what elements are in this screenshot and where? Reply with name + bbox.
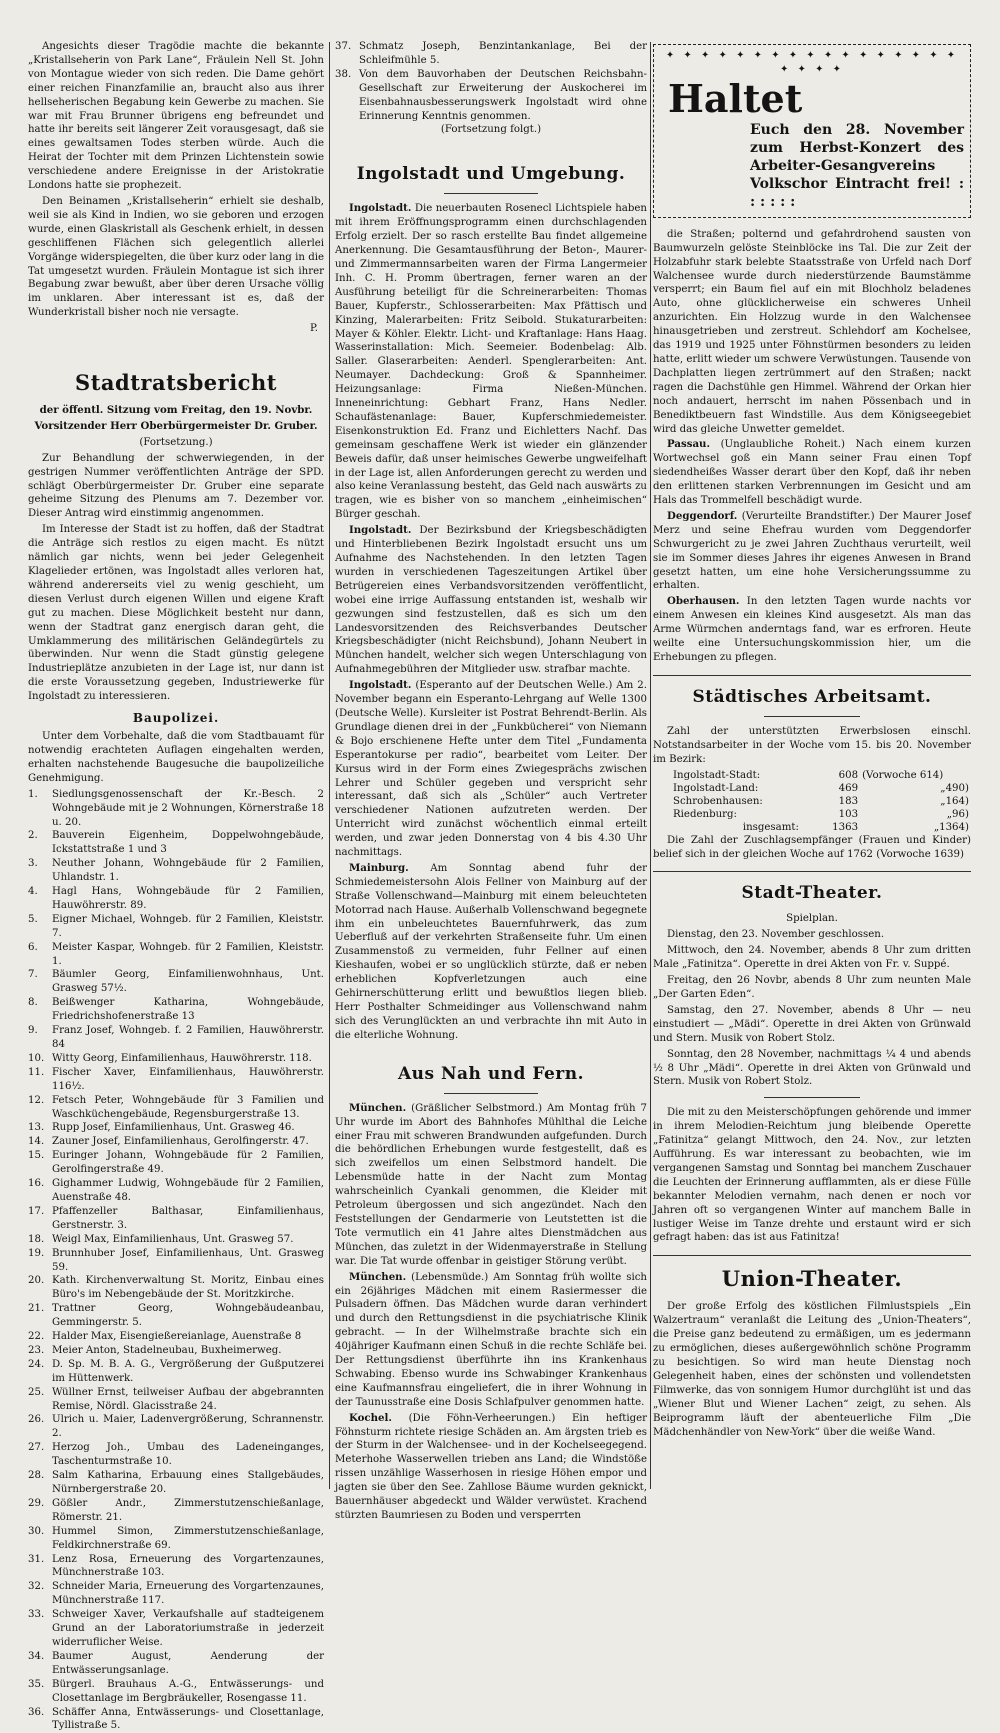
- news-item: [335, 862, 647, 1043]
- column-rule: [329, 42, 330, 1489]
- item-text: Herzog Joh., Umbau des Ladeneinganges, Taschenturmstraße 10.: [52, 1441, 324, 1469]
- article-paragraph: Den Beinamen „Kristallseherin“ erhielt sie deshalb, weil sie als Kind in Indien, wo sie geboren und erzogen wurde, einen Glaskristall als Geschenk erhielt, in dessen geschliffenen Flächen sich gelegentlich allerlei Vorgänge widerspiegelten, die über kurz oder lang in die Tat umgesetzt wurden. Fräulein Montague ist sich ihrer Begabung zwar bewußt, aber über deren Ursache völlig im unklaren. Aber interessant ist es, daß der Wunderkristall bisher noch nie versagte.: [28, 195, 324, 320]
- news-dateline: München.: [349, 1102, 406, 1114]
- news-dateline: Oberhausen.: [667, 595, 739, 607]
- list-item: [28, 857, 324, 885]
- ad-text: Euch den 28. November zum Herbst-Konzert des Arbeiter-Gesangvereins Volkschor Eintracht frei! : : : : : :: [750, 121, 964, 211]
- schedule-entry: Dienstag, den 23. November geschlossen.: [653, 928, 971, 942]
- item-text: Beißwenger Katharina, Wohngebäude, Friedrichshofenerstraße 13: [52, 996, 324, 1024]
- article-paragraph: Unter dem Vorbehalte, daß die vom Stadtbauamt für notwendig erachteten Auflagen eingehalten werden, erhalten nachstehende Baugesuche die baupolizeiliche Genehmigung.: [28, 730, 324, 786]
- item-text: Schneider Maria, Erneuerung des Vorgartenzaunes, Münchnerstraße 117.: [52, 1580, 324, 1608]
- item-number: 7.: [28, 968, 52, 996]
- item-number: 34.: [28, 1650, 52, 1678]
- section-title-union-theater: Union-Theater.: [653, 1266, 971, 1292]
- previous-week: „ 96): [860, 808, 971, 821]
- item-text: Salm Katharina, Erbauung eines Stallgebäudes, Nürnbergerstraße 20.: [52, 1469, 324, 1497]
- section-title-stadtratsbericht: Stadtratsbericht: [28, 370, 324, 396]
- item-text: Zauner Josef, Einfamilienhaus, Gerolfingerstr. 47.: [52, 1135, 324, 1149]
- section-title-arbeitsamt: Städtisches Arbeitsamt.: [653, 686, 971, 708]
- news-dateline: München.: [349, 1271, 406, 1283]
- list-item: [28, 1358, 324, 1386]
- list-item: [28, 1135, 324, 1149]
- item-text: Eigner Michael, Wohngeb. für 2 Familien, Kleiststr. 7.: [52, 913, 324, 941]
- list-item: [28, 1302, 324, 1330]
- list-item: [28, 1413, 324, 1441]
- count-value: 103: [801, 808, 860, 821]
- list-item: [28, 885, 324, 913]
- news-item: [653, 595, 971, 665]
- item-number: 16.: [28, 1177, 52, 1205]
- news-text: In den letzten Tagen wurde nachts vor einem Anwesen ein kleines Kind ausgesetzt. Als man das Arme Würmchen anderntags fand, war es erfroren. Heute weilte eine Untersuchungskommission hier, um die Erhebungen zu pflegen.: [653, 596, 971, 663]
- list-item: [28, 1497, 324, 1525]
- item-number: 4.: [28, 885, 52, 913]
- news-item: [653, 438, 971, 508]
- section-title-ingolstadt: Ingolstadt und Umgebung.: [335, 163, 647, 185]
- list-item: [28, 968, 324, 996]
- continuation-note: (Fortsetzung.): [28, 436, 324, 450]
- news-dateline: Passau.: [667, 438, 710, 450]
- news-item: [653, 510, 971, 593]
- continuation-note: (Fortsetzung folgt.): [335, 123, 647, 137]
- district-label: Ingolstadt-Stadt:: [653, 769, 801, 782]
- article-paragraph: Die mit zu den Meisterschöpfungen gehörende und immer in ihrem Melodien-Reichtum jung bleibende Operette „Fatinitza“ gelangt Mittwoch, den 24. Nov., zur letzten Aufführung. Es war interessant zu beobachten, wie im vergangenen Samstag und Sonntag bei manchem Zuschauer die Leuchten der Erinnerung aufflammten, als er diese Fülle bekannter Melodien vernahm, nach denen er noch vor Jahren oft so vergangenen Winter auf manchem Balle in lustiger Weise im Tanze drehte und erstaunt wird er sich gefragt haben: das ist aus Fatinitza!: [653, 1106, 971, 1245]
- list-item: [28, 788, 324, 830]
- schedule-entry: Freitag, den 26 Novbr, abends 8 Uhr zum neunten Male „Der Garten Eden“.: [653, 974, 971, 1002]
- item-number: 33.: [28, 1608, 52, 1650]
- news-section: [335, 1102, 647, 1523]
- news-item: [335, 1412, 647, 1523]
- item-number: 15.: [28, 1149, 52, 1177]
- schedule-entry: Samstag, den 27. November, abends 8 Uhr — neu einstudiert — „Mädi“. Operette in drei Akten von Grünwald und Stern. Musik von Robert Stolz.: [653, 1004, 971, 1046]
- list-item: [28, 1580, 324, 1608]
- divider: [653, 1255, 971, 1256]
- item-number: 9.: [28, 1024, 52, 1052]
- previous-week: „ 164): [860, 795, 971, 808]
- item-number: 26.: [28, 1413, 52, 1441]
- item-number: 18.: [28, 1233, 52, 1247]
- item-text: Trattner Georg, Wohngebäudeanbau, Gemmingerstr. 5.: [52, 1302, 324, 1330]
- news-text: (Die Föhn-Verheerungen.) Ein heftiger Föhnsturm richtete riesige Schäden an. Am ärgsten trieb es der Sturm in der Walchensee- und in der Kochelseegegend. Meterhohe Wasserwellen trieben ans Land; die Windstöße rissen unzählige Wasserhosen in riesige Höhen empor und jagten sie über den See. Zahllose Bäume wurden geknickt, Bauernhäuser abgedeckt und Wälder verwüstet. Krachend stürzten Baumriesen zu Boden und versperrten: [335, 1413, 647, 1521]
- item-number: 8.: [28, 996, 52, 1024]
- list-item: [28, 1066, 324, 1094]
- item-text: Bürgerl. Brauhaus A.-G., Entwässerungs- und Closettanlage im Bergbräukeller, Rosengasse 11.: [52, 1678, 324, 1706]
- news-text: (Verurteilte Brandstifter.) Der Maurer Josef Merz und seine Ehefrau wurden vom Deggendorfer Schwurgericht zu je zwei Jahren Zuchthaus verurteilt, weil sie im Sommer dieses Jahres ihr eigenes Anwesen in Brand gesetzt hatten, um eine hohe Versicherungssumme zu erhalten.: [653, 511, 971, 592]
- item-text: Schweiger Xaver, Verkaufshalle auf stadteigenem Grund an der Laboratoriumstraße in jederzeit widerruflicher Weise.: [52, 1608, 324, 1650]
- item-text: Ulrich u. Maier, Ladenvergrößerung, Schrannenstr. 2.: [52, 1413, 324, 1441]
- item-number: 10.: [28, 1052, 52, 1066]
- district-label: Schrobenhausen:: [653, 795, 801, 808]
- list-item: [28, 996, 324, 1024]
- item-number: 30.: [28, 1525, 52, 1553]
- item-number: 37.: [335, 40, 359, 68]
- district-label: Riedenburg:: [653, 808, 801, 821]
- list-item: [28, 1608, 324, 1650]
- article-paragraph: Der große Erfolg des köstlichen Filmlustspiels „Ein Walzertraum“ veranlaßt die Leitung des „Union-Theaters“, die Preise ganz bedeutend zu ermäßigen, um es jedermann zu ermöglichen, dieses außergewöhnlich schöne Programm zu besichtigen. So wird man heute Dienstag noch Gelegenheit haben, eines der schönsten und vollendetsten Filmwerke, das von sonnigem Humor durchglüht ist und das „Wiener Blut und Wiener Lachen“ zeigt, zu sehen. Als Beiprogramm läuft der abenteuerliche Film „Die Mädchenhändler von New-York“ über die weiße Wand.: [653, 1300, 971, 1439]
- item-text: Pfaffenzeller Balthasar, Einfamilienhaus, Gerstnerstr. 3.: [52, 1205, 324, 1233]
- building-permit-list: [28, 788, 324, 1733]
- ad-title: Haltet: [668, 77, 964, 121]
- total-prev: „ 1364): [860, 821, 971, 834]
- divider: [444, 193, 538, 194]
- list-item: [28, 1330, 324, 1344]
- list-item: [28, 1650, 324, 1678]
- item-text: Lenz Rosa, Erneuerung des Vorgartenzaunes, Münchnerstraße 103.: [52, 1553, 324, 1581]
- item-text: Rupp Josef, Einfamilienhaus, Unt. Grasweg 46.: [52, 1121, 324, 1135]
- list-item: [28, 1094, 324, 1122]
- item-text: Halder Max, Eisengießereianlage, Auenstraße 8: [52, 1330, 324, 1344]
- item-text: Kath. Kirchenverwaltung St. Moritz, Einbau eines Büro's im Nebengebäude der St. Moritzkirche.: [52, 1274, 324, 1302]
- chair-line: Vorsitzender Herr Oberbürgermeister Dr. Gruber.: [28, 420, 324, 434]
- item-text: Meier Anton, Stadelneubau, Buxheimerweg.: [52, 1344, 324, 1358]
- count-value: 608: [801, 769, 860, 782]
- news-item: [335, 1271, 647, 1410]
- item-text: Weigl Max, Einfamilienhaus, Unt. Grasweg 57.: [52, 1233, 324, 1247]
- list-item: [28, 1386, 324, 1414]
- spielplan-label: Spielplan.: [653, 912, 971, 926]
- article-paragraph: Die Zahl der Zuschlagsempfänger (Frauen und Kinder) belief sich in der gleichen Woche auf 1762 (Vorwoche 1639): [653, 834, 971, 862]
- news-dateline: Mainburg.: [349, 862, 409, 874]
- count-value: 183: [801, 795, 860, 808]
- item-number: 22.: [28, 1330, 52, 1344]
- table-row: [653, 769, 971, 782]
- item-text: Bäumler Georg, Einfamilienwohnhaus, Unt. Grasweg 57½.: [52, 968, 324, 996]
- list-item: [28, 1121, 324, 1135]
- item-text: Schmatz Joseph, Benzintankanlage, Bei der Schleifmühle 5.: [359, 40, 647, 68]
- news-dateline: Ingolstadt.: [349, 679, 411, 691]
- list-item: [28, 913, 324, 941]
- column-left: [28, 40, 324, 1499]
- schedule-entry: Mittwoch, den 24. November, abends 8 Uhr zum dritten Male „Fatinitza“. Operette in drei Akten von Fr. v. Suppé.: [653, 944, 971, 972]
- item-number: 6.: [28, 941, 52, 969]
- news-dateline: Ingolstadt.: [349, 524, 411, 536]
- column-right: [653, 40, 971, 1499]
- news-item: [335, 1102, 647, 1269]
- item-text: Franz Josef, Wohngeb. f. 2 Familien, Hauwöhrerstr. 84: [52, 1024, 324, 1052]
- list-item: [335, 68, 647, 124]
- news-section: [653, 228, 971, 665]
- signature: P.: [28, 322, 324, 336]
- news-item: [335, 679, 647, 860]
- list-item: [28, 1441, 324, 1469]
- article-paragraph: Im Interesse der Stadt ist zu hoffen, daß der Stadtrat die Anträge sich restlos zu eigen macht. Es nützt nämlich gar nichts, wenn bei jeder Gelegenheit Klagelieder ertönen, was Ingolstadt alles verloren hat, während andererseits viel zu wenig geschieht, um diesen Verlust durch eigenen Willen und eigene Kraft gut zu machen. Diese Möglichkeit besteht nur dann, wenn der Stadtrat ganz energisch daran geht, die Umklammerung des militärischen Geländegürtels zu überwinden. Nur wenn die Stadt günstig gelegene Industrieplätze anzubieten in der Lage ist, nur dann ist die erste Voraussetzung gegeben, Industriewerke für Ingolstadt zu interessieren.: [28, 523, 324, 704]
- section-title-aus-nah-und-fern: Aus Nah und Fern.: [335, 1063, 647, 1085]
- item-number: 23.: [28, 1344, 52, 1358]
- divider: [653, 675, 971, 676]
- item-text: Hummel Simon, Zimmerstutzenschießanlage, Feldkirchnerstraße 69.: [52, 1525, 324, 1553]
- item-text: Wüllner Ernst, teilweiser Aufbau der abgebrannten Remise, Nördl. Glacisstraße 24.: [52, 1386, 324, 1414]
- list-item: [28, 1344, 324, 1358]
- item-text: Neuther Johann, Wohngebäude für 2 Familien, Uhlandstr. 1.: [52, 857, 324, 885]
- item-number: 17.: [28, 1205, 52, 1233]
- table-row: [653, 782, 971, 795]
- list-item: [28, 1149, 324, 1177]
- district-label: Ingolstadt-Land:: [653, 782, 801, 795]
- news-text: (Unglaubliche Roheit.) Nach einem kurzen Wortwechsel goß ein Mann seiner Frau einen Topf siedendheißes Wasser derart über den Kopf, daß ihr neben den erlittenen starken Verbrennungen im Gesicht und am Hals das Trommelfell beschädigt wurde.: [653, 439, 971, 506]
- item-number: 14.: [28, 1135, 52, 1149]
- previous-week: „ 490): [860, 782, 971, 795]
- article-paragraph: Zahl der unterstützten Erwerbslosen einschl. Notstandsarbeiter in der Woche vom 15. bis 20. November im Bezirk:: [653, 725, 971, 767]
- item-text: Gößler Andr., Zimmerstutzenschießanlage, Römerstr. 21.: [52, 1497, 324, 1525]
- news-text: (Gräßlicher Selbstmord.) Am Montag früh 7 Uhr wurde im Abort des Bahnhofes Mühlthal die Leiche einer Frau mit schweren Brandwunden aufgefunden. Durch die behördlichen Erhebungen wurde festgestellt, daß es sich zweifellos um einen Selbstmord handelt. Die Lebensmüde hatte in der Nacht zum Montag wahrscheinlich Cyankali genommen, die Kleider mit Petroleum übergossen und sich angezündet. Nach den Feststellungen der Gendarmerie von Leutstetten ist die Tote vermutlich ein 41 Jahre altes Dienstmädchen aus München, das zuletzt in der Widenmayerstraße in Stellung war. Die Tat wurde offenbar in geistiger Störung verübt.: [335, 1103, 647, 1267]
- news-dateline: Ingolstadt.: [349, 202, 411, 214]
- news-item: [335, 524, 647, 677]
- item-number: 13.: [28, 1121, 52, 1135]
- item-text: Fetsch Peter, Wohngebäude für 3 Familien und Waschküchengebäude, Regensburgerstraße 13.: [52, 1094, 324, 1122]
- schedule-entry: Sonntag, den 28 November, nachmittags ¼ 4 und abends ½ 8 Uhr „Mädi“. Operette in drei Akten von Grünwald und Stern. Musik von Robert Stolz.: [653, 1048, 971, 1090]
- item-number: 35.: [28, 1678, 52, 1706]
- section-title-stadt-theater: Stadt-Theater.: [653, 882, 971, 904]
- item-number: 11.: [28, 1066, 52, 1094]
- item-number: 31.: [28, 1553, 52, 1581]
- column-rule: [650, 42, 651, 1489]
- item-text: Hagl Hans, Wohngebäude für 2 Familien, Hauwöhrerstr. 89.: [52, 885, 324, 913]
- divider: [444, 1093, 538, 1094]
- item-number: 32.: [28, 1580, 52, 1608]
- list-item: [335, 40, 647, 68]
- item-number: 27.: [28, 1441, 52, 1469]
- news-text: (Esperanto auf der Deutschen Welle.) Am 2. November begann ein Esperanto-Lehrgang auf Welle 1300 (Deutsche Welle). Kursleiter ist Postrat Behrendt-Berlin. Als Grundlage dienen drei in der „Funkbücherei“ von Niemann & Bojo erschienene Hefte unter dem Titel „Fundamenta Esperantokurse per radio“, bearbeitet vom Leiter. Der Kursus wird in der Form eines Zwiegesprächs zwischen Lehrer und Schüler gegeben und verspricht sehr interessant, daß sich als „Schüler“ auch Vertreter verschiedener Nationen aufzutreten werden. Der Unterricht wird zunächst wöchentlich einmal erteilt werden, und zwar jeden Donnerstag von 4 bis 4.30 Uhr nachmittags.: [335, 680, 647, 858]
- item-text: Von dem Bauvorhaben der Deutschen Reichsbahn-Gesellschaft zur Erweiterung der Auskocherei im Eisenbahnausbesserungswerk Ingolstadt wird ohne Erinnerung Kenntnis genommen.: [359, 68, 647, 124]
- count-value: 469: [801, 782, 860, 795]
- session-line: der öffentl. Sitzung vom Freitag, den 19. Novbr.: [28, 404, 324, 418]
- list-item: [28, 1177, 324, 1205]
- unemployment-table: [653, 769, 971, 834]
- divider: [653, 871, 971, 872]
- item-text: Siedlungsgenossenschaft der Kr.-Besch. 2 Wohngebäude mit je 2 Wohnungen, Körnerstraße 18 u. 20.: [52, 788, 324, 830]
- item-number: 5.: [28, 913, 52, 941]
- item-text: Meister Kaspar, Wohngeb. für 2 Familien, Kleiststr. 1.: [52, 941, 324, 969]
- ad-border-ornament: ✦ ✦ ✦ ✦ ✦ ✦ ✦ ✦ ✦ ✦ ✦ ✦ ✦ ✦ ✦ ✦ ✦ ✦ ✦ ✦ ✦: [660, 49, 964, 77]
- item-number: 19.: [28, 1247, 52, 1275]
- item-text: Euringer Johann, Wohngebäude für 2 Familien, Gerolfingerstraße 49.: [52, 1149, 324, 1177]
- item-text: Fischer Xaver, Einfamilienhaus, Hauwöhrerstr. 116½.: [52, 1066, 324, 1094]
- item-text: Gighammer Ludwig, Wohngebäude für 2 Familien, Auenstraße 48.: [52, 1177, 324, 1205]
- list-item: [28, 1706, 324, 1733]
- news-dateline: Deggendorf.: [667, 510, 737, 522]
- total-label: insgesamt:: [653, 821, 801, 834]
- news-text: Am Sonntag abend fuhr der Schmiedemeistersohn Alois Fellner von Mainburg auf der Straße Vollenschwand—Mainburg mit einem beleuchteten Motorrad nach Hause. Außerhalb Vollenschwand begegnete ihm ein unbeleuchtetes Bauernfuhrwerk, das zum Ueberfluß auf der verkehrten Straßenseite fuhr. Um einen Zusammenstoß zu vermeiden, fuhr Fellner auf einen Kieshaufen, wobei er so unglücklich stürzte, daß er neben erheblichen Kopfverletzungen auch eine Gehirnerschütterung erlitt und bewußtlos liegen blieb. Herr Posthalter Schmeidinger aus Vollenschwand nahm sich des Verunglückten an und verbrachte ihn mit Auto in die elterliche Wohnung.: [335, 863, 647, 1041]
- table-row-total: [653, 821, 971, 834]
- subsection-title-baupolizei: Baupolizei.: [28, 710, 324, 726]
- news-text: Der Bezirksbund der Kriegsbeschädigten und Hinterbliebenen Bezirk Ingolstadt ersucht uns um Aufnahme des Nachstehenden. In den letzten Tagen wurden in verschiedenen Tageszeitungen Artikel über Betrügereien eines Verbandsvorsitzenden veröffentlicht, wobei eine irrige Auffassung entstanden ist, weshalb wir gezwungen sind festzustellen, daß es sich um den Landesvorsitzenden des Reichsverbandes Deutscher Kriegsbeschädigter (nicht Reichsbund), Johann Neubert in München handelt, welcher sich wegen Unterschlagung von Aufnahmegebühren der Mitglieder usw. strafbar machte.: [335, 525, 647, 675]
- item-number: 24.: [28, 1358, 52, 1386]
- list-item: [28, 1678, 324, 1706]
- item-text: Bauverein Eigenheim, Doppelwohngebäude, Ickstattstraße 1 und 3: [52, 829, 324, 857]
- list-item: [28, 1525, 324, 1553]
- item-number: 3.: [28, 857, 52, 885]
- news-text: Die neuerbauten Rosenecl Lichtspiele haben mit ihrem Eröffnungsprogramm einen durchschlagenden Erfolg erzielt. Der so rasch erstellte Bau findet allgemeine Anerkennung. Die Gesamtausführung der Beton-, Maurer- und Zimmermannsarbeiten waren der Firma Langermeier Inh. C. H. Promm übertragen, ferner waren an der Ausführung beteiligt für die Schreinerarbeiten: Thomas Bauer, Kupferstr., Schlosserarbeiten: Max Pfättisch und Kinzing, Malerarbeiten: Fritz Seibold. Stukaturarbeiten: Mayer & Köhler. Elektr. Licht- und Kraftanlage: Hans Haag. Wasserinstallation: Mich. Seemeier. Bodenbelag: Alb. Saller. Glaserarbeiten: Aenderl. Spenglerarbeiten: Ant. Neumayer. Dachdeckung: Groß & Spannheimer. Heizungsanlage: Firma Nießen-München. Inneneinrichtung: Gebhart Franz, Hans Nedler. Schaufästenanlage: Bauer, Kupferschmiedemeister. Eisenkonstruktion Ed. Franz und Eichletters Nachf. Das gemeinsam geschaffene Werk ist wieder ein glänzender Beweis dafür, daß unser heimisches Gewerbe ungweifelhaft in der Lage ist, allen Anforderungen gerecht zu werden und also keine Veranlassung besteht, das Geld nach auswärts zu tragen, wie es bisher von so manchem „einheimischen“ Bürger geschah.: [335, 203, 647, 520]
- article-paragraph: Zur Behandlung der schwerwiegenden, in der gestrigen Nummer veröffentlichten Anträge der SPD. schlägt Oberbürgermeister Dr. Gruber eine separate geheime Sitzung des Plenums am 7. Dezember vor. Dieser Antrag wird einstimmig angenommen.: [28, 452, 324, 522]
- news-item: [653, 228, 971, 437]
- item-text: Witty Georg, Einfamilienhaus, Hauwöhrerstr. 118.: [52, 1052, 324, 1066]
- list-item: [28, 1052, 324, 1066]
- list-item: [28, 1274, 324, 1302]
- item-number: 12.: [28, 1094, 52, 1122]
- item-number: 38.: [335, 68, 359, 124]
- concert-advertisement: [653, 44, 971, 218]
- item-number: 21.: [28, 1302, 52, 1330]
- item-number: 2.: [28, 829, 52, 857]
- list-item: [28, 1469, 324, 1497]
- item-number: 29.: [28, 1497, 52, 1525]
- news-item: [335, 202, 647, 522]
- divider: [764, 1097, 859, 1098]
- item-text: Schäffer Anna, Entwässerungs- und Closettanlage, Tyllistraße 5.: [52, 1706, 324, 1733]
- column-middle: [335, 40, 647, 1499]
- item-number: 25.: [28, 1386, 52, 1414]
- news-section: [335, 202, 647, 1042]
- item-number: 28.: [28, 1469, 52, 1497]
- item-text: Baumer August, Aenderung der Entwässerungsanlage.: [52, 1650, 324, 1678]
- total-value: 1363: [801, 821, 860, 834]
- item-text: D. Sp. M. B. A. G., Vergrößerung der Gußputzerei im Hüttenwerk.: [52, 1358, 324, 1386]
- list-item: [28, 1205, 324, 1233]
- news-dateline: Kochel.: [349, 1412, 392, 1424]
- item-text: Brunnhuber Josef, Einfamilienhaus, Unt. Grasweg 59.: [52, 1247, 324, 1275]
- article-paragraph: Angesichts dieser Tragödie machte die bekannte „Kristallseherin von Park Lane“, Fräulein Nell St. John von Montague wieder von sich reden. Die Dame gehört einer reichen Finanzfamilie an, braucht also aus ihrer hellseherischen Begabung kein Gewerbe zu machen. Sie war mit Frau Brunner übrigens eng befreundet und hatte ihr bereits seit längerer Zeit vorausgesagt, daß sie eines gewaltsamen Todes sterben würde. Auch die Heirat der Tochter mit dem Prinzen Lichtenstein sowie verschiedene andere Ereignisse in der Aristokratie Londons hatte sie prophezeit.: [28, 40, 324, 193]
- item-number: 1.: [28, 788, 52, 830]
- divider: [764, 716, 859, 717]
- list-item: [28, 1247, 324, 1275]
- building-permit-list: [335, 40, 647, 123]
- list-item: [28, 941, 324, 969]
- list-item: [28, 1553, 324, 1581]
- list-item: [28, 829, 324, 857]
- table-row: [653, 795, 971, 808]
- list-item: [28, 1024, 324, 1052]
- list-item: [28, 1233, 324, 1247]
- previous-week: (Vorwoche 614): [860, 769, 971, 782]
- schedule: [653, 928, 971, 1089]
- table-row: [653, 808, 971, 821]
- item-number: 36.: [28, 1706, 52, 1733]
- news-text: die Straßen; polternd und gefahrdrohend sausten von Baumwurzeln gelöste Steinblöcke ins Tal. Die zur Zeit der Holzabfuhr stark belebte Staatsstraße von Urfeld nach Dorf Walchensee wurde durch niederstürzende Baumstämme versperrt; ein Baum fiel auf ein mit Blochholz beladenes Auto, ohne glücklicherweise ein schweres Unheil anzurichten. Ein Holzzug wurde in den Walchensee hinausgetrieben und zerstreut. Schlehdorf am Kochelsee, das 1919 und 1925 unter Föhnstürmen besonders zu leiden hatte, erlitt wieder um schwere Verwüstungen. Tausende von Dachplatten liegen zertrümmert auf den Straßen; nackt ragen die Dachstühle gen Himmel. Während der Orkan hier noch andauert, herrscht im nahen Pössenbach und in Benediktbeuern fast Windstille. Aus dem Königseegebiet wird das gleiche Unwetter gemeldet.: [653, 229, 971, 435]
- item-number: 20.: [28, 1274, 52, 1302]
- news-text: (Lebensmüde.) Am Sonntag früh wollte sich ein 26jähriges Mädchen mit einem Rasiermesser die Pulsadern öffnen. Das Mädchen wurde daran verhindert und durch den Rettungsdienst in die psychiatrische Klinik gebracht. — In der Wilhelmstraße brachte sich ein 40jähriger Kaufmann einen Schuß in die rechte Schläfe bei. Der Rettungsdienst überführte ihn ins Krankenhaus Schwabing. Ebenso wurde ins Schwabinger Krankenhaus eine Kaufmannsfrau eingeliefert, die in ihrer Wohnung in der Taunusstraße eine Dosis Schlafpulver genommen hatte.: [335, 1272, 647, 1408]
